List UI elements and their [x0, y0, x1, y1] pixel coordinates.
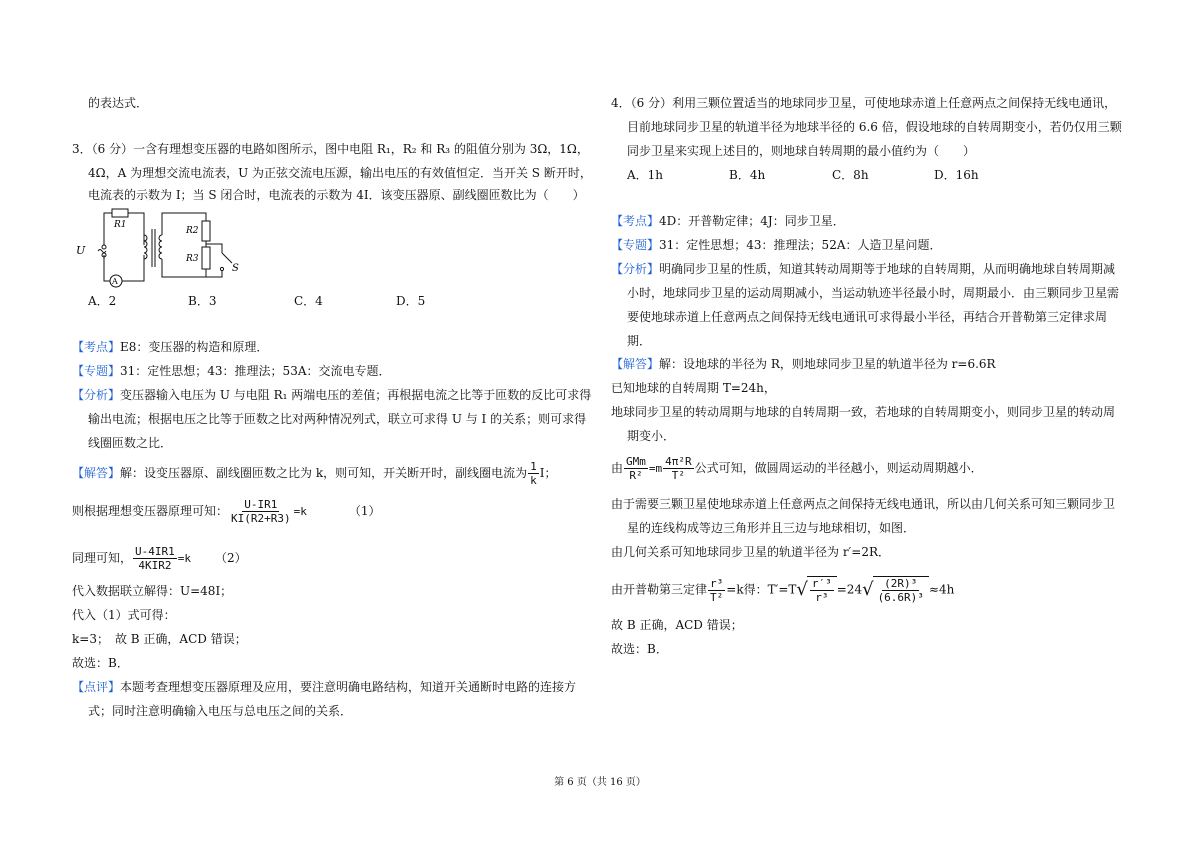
- left-dianping-2: 式；同时注意明确输入电压与总电压之间的关系．: [88, 704, 353, 718]
- equation-2: 同理可知， $\frac{U-4IR1}{\text{4KIR2}}$ =k （2）: [72, 545, 247, 572]
- left-jieda: 【解答】解：设变压器原、副线圈匝数之比为 k，则可知，开关断开时，副线圈电流为 $\frac{1}{k}$ I；: [72, 460, 557, 487]
- right-line-e: 由于需要三颗卫星使地球赤道上任意两点之间保持无线电通讯，所以由几何关系可知三颗同步卫: [611, 497, 1116, 511]
- q4-option-a: A．1h: [627, 168, 664, 182]
- left-line-a: 代入数据联立解得：U=48I；: [72, 584, 233, 598]
- right-line-f: 星的连线构成等边三角形并且三边与地球相切，如图．: [627, 521, 916, 535]
- right-jieda: 【解答】解：设地球的半径为 R，则地球同步卫星的轨道半径为 r=6.6R: [611, 357, 996, 371]
- sqrt-2: √ $\frac{\text{(2R)³}}{\text{(6.6R)³}}$: [862, 576, 929, 604]
- left-line-c: k=3； 故 B 正确，ACD 错误；: [72, 632, 247, 646]
- q3-option-d: D．5: [396, 294, 426, 308]
- q4-stem-3: 同步卫星来实现上述目的，则地球自转周期的最小值约为（ ）: [627, 144, 976, 158]
- right-line-b: 地球同步卫星的转动周期与地球的自转周期一致，若地球的自转周期变小，则同步卫星的转动周: [611, 405, 1116, 419]
- left-line-d: 故选：B．: [72, 656, 129, 670]
- right-zhuanti: 【专题】31：定性思想；43：推理法；52A：人造卫星问题．: [611, 238, 942, 252]
- equation-1: 则根据理想变压器原理可知： $\frac{U-IR1}{KI(R2+R3)}$ =k （1）: [72, 498, 381, 525]
- q3-stem-3: 电流表的示数为 I；当 S 闭合时，电流表的示数为 4I．该变压器原、副线圈匝数比为（ ）: [88, 188, 585, 202]
- sqrt-1: √ $\frac{\text{r′³}}{\text{r³}}$: [796, 576, 836, 604]
- q3-option-b: B．3: [188, 294, 217, 308]
- right-kaodian: 【考点】4D：开普勒定律；4J：同步卫星．: [611, 214, 845, 228]
- q4-option-d: D．16h: [934, 168, 979, 182]
- left-fenxi-3: 线圈匝数之比．: [88, 436, 173, 450]
- left-fenxi: 【分析】变压器输入电压为 U 与电阻 R₁ 两端电压的差值；再根据电流之比等于匝数的反比可求得: [72, 388, 592, 402]
- right-line-a: 已知地球的自转周期 T=24h，: [611, 381, 776, 395]
- left-zhuanti: 【专题】31：定性思想；43：推理法；53A：交流电专题．: [72, 364, 391, 378]
- r2-label: R2: [186, 226, 199, 236]
- q4-option-c: C．8h: [832, 168, 869, 182]
- right-line-c: 期变小．: [627, 429, 676, 443]
- q3-option-c: C．4: [294, 294, 323, 308]
- gravity-formula-line: 由 $\frac{\text{GMm}}{\text{R²}}$ =m $\frac{\text{4π²R}}{\text{T²}}$ 公式可知，做圆周运动的半径越小，则运动周期越小．: [611, 455, 983, 482]
- left-fenxi-2: 输出电流；根据电压之比等于匝数之比对两种情况列式，联立可求得 U 与 I 的关系；则可求得: [88, 412, 587, 426]
- right-fenxi-2: 小时，地球同步卫星的运动周期减小，当运动轨迹半径最小时，周期最小．由三颗同步卫星需: [627, 286, 1120, 300]
- frac-1-over-k: $\frac{1}{k}$: [530, 460, 537, 487]
- right-fenxi-3: 要使地球赤道上任意两点之间保持无线电通讯可求得最小半径，再结合开普勒第三定律求周: [627, 310, 1108, 324]
- right-fenxi-4: 期．: [627, 334, 652, 348]
- ammeter-label: A: [112, 277, 118, 286]
- right-fenxi: 【分析】明确同步卫星的性质，知道其转动周期等于地球的自转周期，从而明确地球自转周期减: [611, 262, 1116, 276]
- q4-stem-2: 目前地球同步卫星的轨道半径为地球半径的 6.6 倍，假设地球的自转周期变小，若仍仅用三颗: [627, 120, 1122, 134]
- q3-stem-1: 3．（6 分）一含有理想变压器的电路如图所示，图中电阻 R₁，R₂ 和 R₃ 的阻值分别为 3Ω，1Ω，: [72, 142, 589, 156]
- switch-label: S: [232, 263, 239, 274]
- right-line-g: 由几何关系可知地球同步卫星的轨道半径为 r′=2R．: [611, 545, 891, 559]
- kepler-formula-line: 由开普勒第三定律 $\frac{\text{r³}}{\text{T²}}$ =k得：T′=T √ $\frac{\text{r′³}}{\text{r³}}$ =24 √ $\frac{\text{(2R)³}}{\text{(6.6R)³}}$ ≈4h: [611, 576, 955, 604]
- right-line-i: 故 B 正确，ACD 错误；: [611, 618, 743, 632]
- left-line-b: 代入（1）式可得：: [72, 608, 176, 622]
- q3-option-a: A．2: [88, 294, 117, 308]
- right-line-j: 故选：B．: [611, 642, 668, 656]
- prev-line: 的表达式．: [88, 96, 149, 110]
- left-dianping: 【点评】本题考查理想变压器原理及应用，要注意明确电路结构，知道开关通断时电路的连接方: [72, 680, 577, 694]
- page-footer: 第 6 页（共 16 页）: [554, 777, 646, 788]
- transformer-circuit-diagram: [72, 205, 252, 290]
- u-label: U: [76, 244, 86, 257]
- q4-stem-1: 4．（6 分）利用三颗位置适当的地球同步卫星，可使地球赤道上任意两点之间保持无线电通讯，: [611, 96, 1117, 110]
- q3-stem-2: 4Ω，A 为理想交流电流表，U 为正弦交流电压源，输出电压的有效值恒定．当开关 S 断开时，: [88, 166, 592, 180]
- r3-label: R3: [186, 254, 199, 264]
- r1-label: R1: [114, 220, 127, 230]
- left-kaodian: 【考点】E8：变压器的构造和原理．: [72, 340, 269, 354]
- q4-option-b: B．4h: [729, 168, 766, 182]
